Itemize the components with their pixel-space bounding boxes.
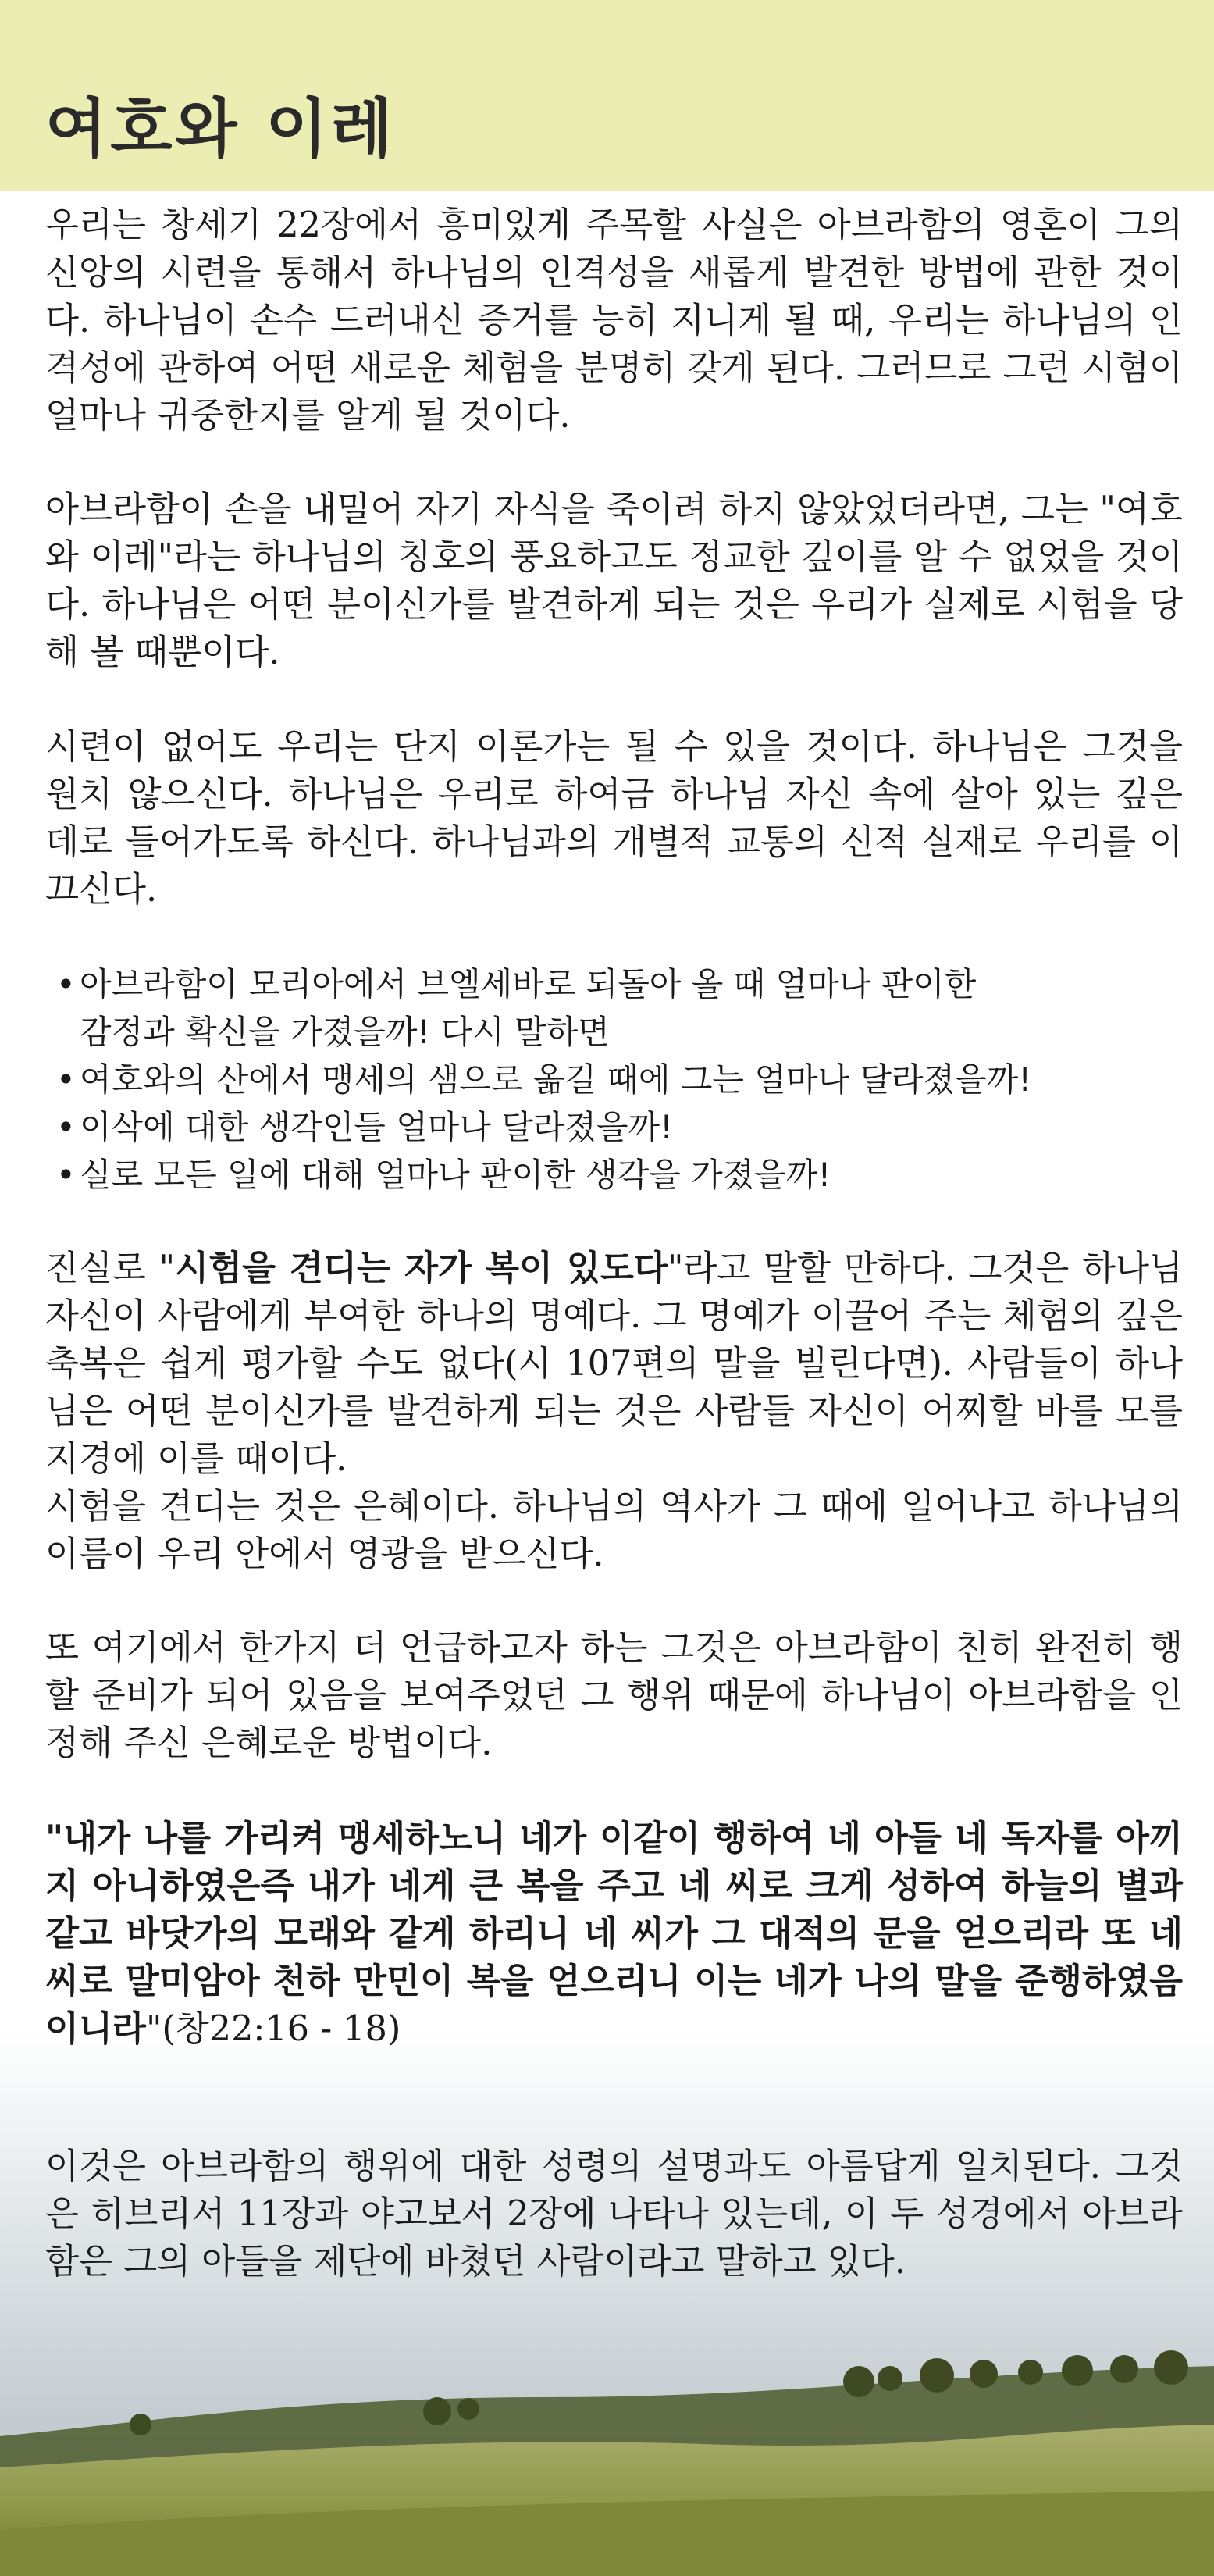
paragraph-1: 우리는 창세기 22장에서 흥미있게 주목할 사실은 아브라함의 영혼이 그의 신앙의 시련을 통해서 하나님의 인격성을 새롭게 발견한 방법에 관한 것이다. 하나님이 손수 드러내신 증거를 능히 지니게 될 때, 우리는 하나님의 인격성에 관하여 어떤 새로운 체험을 분명히 갖게 된다. 그러므로 그런 시험이 얼마나 귀중한지를 알게 될 것이다.	[45, 205, 1183, 436]
paragraph-4b: 시험을 견디는 것은 은혜이다. 하나님의 역사가 그 때에 일어나고 하나님의 이름이 우리 안에서 영광을 받으신다.	[45, 1487, 1183, 1574]
list-item	[56, 1103, 1031, 1151]
list-item	[56, 1151, 1031, 1199]
quote-open: 진실로 "	[45, 1249, 176, 1288]
list-item-text: • 아브라함이 모리아에서 브엘세바로 되돌아 올 때 얼마나 판이한	[80, 965, 977, 1003]
title-banner	[0, 0, 1214, 191]
paragraph-5: 또 여기에서 한가지 더 언급하고자 하는 그것은 아브라함이 친히 완전히 행할 준비가 되어 있음을 보여주었던 그 행위 때문에 하나님이 아브라함을 인정해 주신 은혜로운 방법이다.	[45, 1628, 1183, 1763]
paragraph-4-rest: "라고 말할 만하다. 그것은 하나님 자신이 사람에게 부여한 하나의 명예다. 그 명예가 이끌어 주는 체험의 깊은 축복은 쉽게 평가할 수도 없다(시 107편의 말을 빌린다면). 사람들이 하나님은 어떤 분이신가를 발견하게 되는 것은 사람들 자신이 어찌할 바를 모를 지경에 이를 때이다.	[45, 1249, 1183, 1479]
list-item-text: 여호와의 산에서 맹세의 샘으로 옮길 때에 그는 얼마나 달라졌을까!	[80, 1060, 1032, 1099]
emphasis-text: 시험을 견디는 자가 복이 있도다	[175, 1249, 668, 1288]
page-title: 여호와 이레	[45, 92, 396, 166]
list-item-text: 실로 모든 일에 대해 얼마나 판이한 생각을 가졌을까!	[80, 1156, 831, 1194]
list-item	[56, 1056, 1031, 1103]
list-item-text: 감정과 확신을 가졌을까! 다시 말하면	[80, 1013, 610, 1051]
paragraph-3: 시련이 없어도 우리는 단지 이론가는 될 수 있을 것이다. 하나님은 그것을 원치 않으신다. 하나님은 우리로 하여금 하나님 자신 속에 살아 있는 깊은 데로 들어가도록 하신다. 하나님과의 개별적 교통의 신적 실재로 우리를 이끄신다.	[45, 727, 1183, 910]
list-item-text: 이삭에 대한 생각인들 얼마나 달라졌을까!	[80, 1108, 673, 1146]
scripture-quote	[45, 1815, 1183, 2053]
paragraph-7: 이것은 아브라함의 행위에 대한 성령의 설명과도 아름답게 일치된다. 그것은 히브리서 11장과 야고보서 2장에 나타나 있는데, 이 두 성경에서 아브라함은 그의 아들을 제단에 바쳤던 사람이라고 말하고 있다.	[45, 2147, 1183, 2282]
scripture-reference: "(창22:16 - 18)	[145, 2009, 401, 2049]
bullet-list	[56, 960, 1031, 1199]
paragraph-2: 아브라함이 손을 내밀어 자기 자식을 죽이려 하지 않았었더라면, 그는 "여호와 이레"라는 하나님의 칭호의 풍요하고도 정교한 깊이를 알 수 없었을 것이다. 하나님은 어떤 분이신가를 발견하게 되는 것은 우리가 실제로 시험을 당해 볼 때뿐이다.	[45, 490, 1183, 672]
scripture-text: "내가 나를 가리켜 맹세하노니 네가 이같이 행하여 네 아들 네 독자를 아끼지 아니하였은즉 내가 네게 큰 복을 주고 네 씨로 크게 성하여 하늘의 별과 같고 바닷가의 모래와 같게 하리니 네 씨가 그 대적의 문을 얻으리라 또 네 씨로 말미암아 천하 만민이 복을 얻으리니 이는 네가 나의 말을 준행하였음이니라	[45, 1819, 1183, 2049]
paragraph-4	[45, 1245, 1183, 1578]
field-landscape-image	[0, 2030, 1214, 2576]
paragraph-4-text	[45, 1245, 1183, 1483]
list-item	[56, 960, 1031, 1056]
